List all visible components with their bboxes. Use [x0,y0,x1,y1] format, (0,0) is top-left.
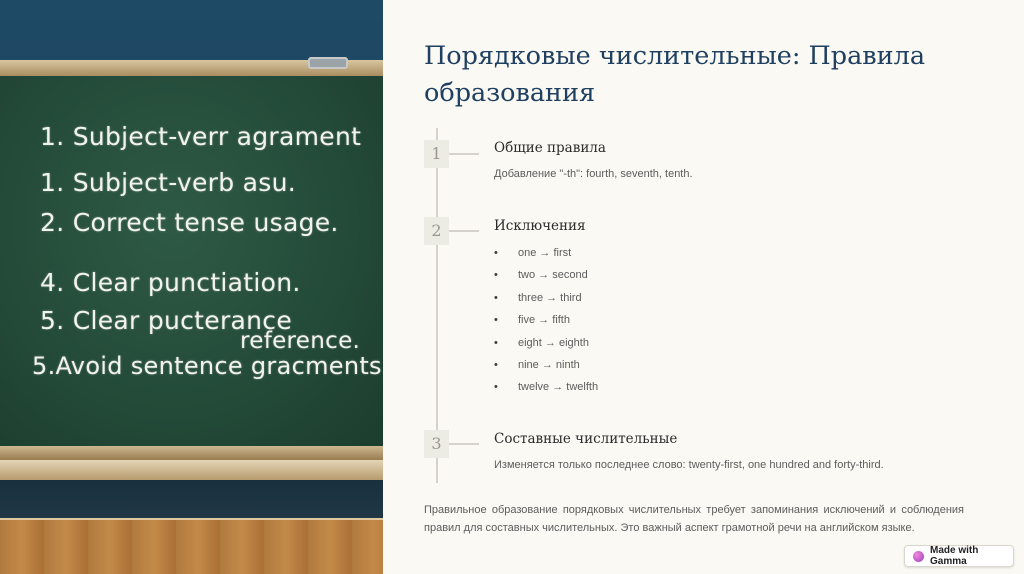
bullet-icon: • [494,247,498,259]
bullet-icon: • [494,336,498,349]
list-item [494,291,598,313]
exception-text: nine → ninth [518,358,580,371]
section-heading-compound-numerals: Составные числительные [494,431,678,447]
step-number-2: 2 [424,217,449,245]
list-item [494,246,598,268]
badge-label: Made with Gamma [930,545,979,567]
slide-title: Порядковые числительные: Правила образования [424,41,926,108]
exception-text: three → third [518,291,582,304]
chalk-line-1: 1. Subject-verr agrament [40,122,362,151]
chalk-line-3: 2. Correct tense usage. [40,208,339,237]
list-item [494,358,598,380]
section-text-compound-numerals: Изменяется только последнее слово: twenty-first, one hundred and forty-third. [494,459,884,471]
step-connector-2 [449,230,479,232]
chalk-line-2: 1. Subject-verb asu. [40,168,297,197]
gamma-logo-icon [913,551,924,562]
exception-text: two → second [518,269,588,282]
chalkboard-hook [308,57,348,69]
step-connector-3 [449,443,479,445]
section-heading-exceptions: Исключения [494,218,586,234]
list-item [494,313,598,335]
chalk-line-6: reference. [240,328,361,354]
step-number-3: 3 [424,430,449,458]
list-item [494,380,598,402]
exception-text: five → fifth [518,314,570,327]
chalkboard-ledge [0,446,383,460]
step-number-1: 1 [424,140,449,168]
exception-text: eight → eighth [518,336,589,349]
bullet-icon: • [494,269,498,282]
bullet-icon: • [494,381,498,394]
exception-text: one → first [518,247,572,259]
chalk-line-7: 5.Avoid sentence gracments [32,352,382,380]
section-heading-general-rules: Общие правила [494,140,606,156]
list-item [494,336,598,358]
chalkboard-tray [0,460,383,480]
summary-paragraph: Правильное образование порядковых числительных требует запоминания исключений и соблюдения правил для составных числительных. Это важный аспект грамотной речи на английском языке. [424,504,964,534]
chalk-line-4: 4. Clear punctiation. [40,268,301,297]
exceptions-list [494,246,598,403]
chalk-line-5: 5. Clear pucterance [40,306,293,335]
bullet-icon: • [494,314,498,327]
bullet-icon: • [494,358,498,371]
section-text-general-rules: Добавление "-th": fourth, seventh, tenth. [494,168,693,180]
made-with-gamma-badge[interactable] [904,545,1014,567]
bullet-icon: • [494,291,498,304]
step-connector-1 [449,153,479,155]
exception-text: twelve → twelfth [518,381,599,394]
chalkboard-photo [0,0,383,574]
wooden-floor [0,520,383,574]
list-item [494,268,598,290]
